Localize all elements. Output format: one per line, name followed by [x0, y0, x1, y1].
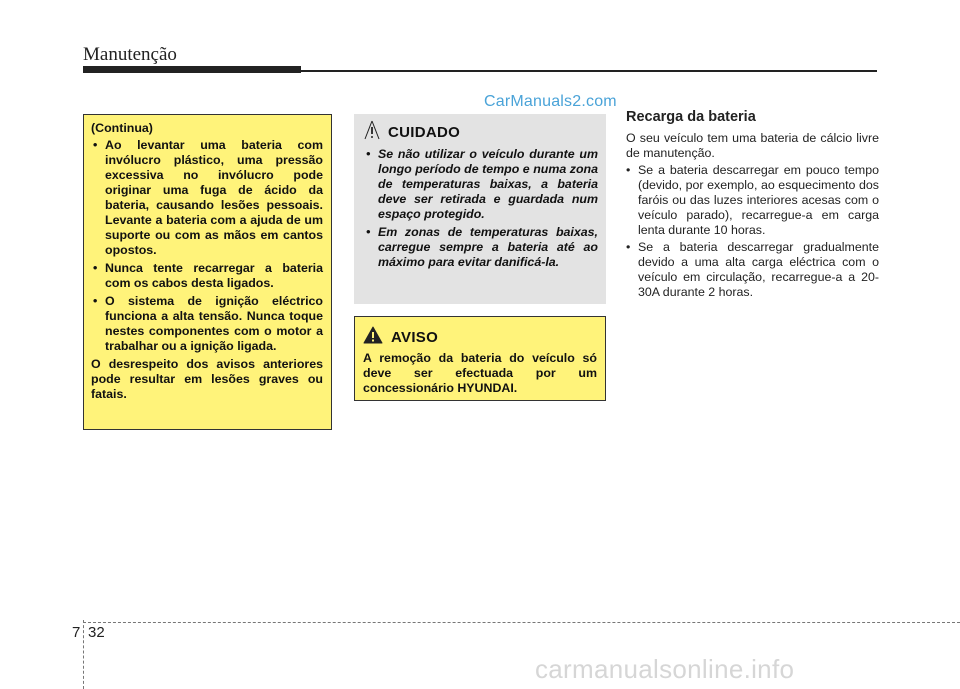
list-item: • Em zonas de temperaturas baixas, carregue sempre a bateria até ao máximo para evitar danificá-la. — [364, 225, 598, 270]
warning-title: AVISO — [391, 328, 439, 346]
list-item: • Nunca tente recarregar a bateria com os cabos desta ligados. — [91, 261, 323, 291]
page-section-title: Manutenção — [83, 44, 177, 65]
caution-list — [364, 147, 598, 270]
warning-list — [91, 138, 323, 354]
list-item: • Se não utilizar o veículo durante um longo período de tempo e numa zona de temperaturas baixas, a bateria deve ser retirada e guardada num espaço protegido. — [364, 147, 598, 222]
section-intro: O seu veículo tem uma bateria de cálcio livre de manutenção. — [626, 131, 879, 160]
warning-conclusion: O desrespeito dos avisos anteriores pode resultar em lesões graves ou fatais. — [91, 357, 323, 401]
watermark-link-top[interactable]: CarManuals2.com — [484, 93, 617, 110]
caution-triangle-outline-icon — [364, 120, 380, 144]
caution-box — [354, 114, 606, 304]
warning-header — [363, 326, 597, 348]
header-rule-thick — [83, 66, 301, 73]
section-heading: Recarga da bateria — [626, 109, 756, 125]
continued-warning-box — [83, 114, 332, 430]
list-item: • Ao levantar uma bateria com invólucro plástico, uma pressão excessiva no invólucro pode originar uma fuga de ácido da bateria, causando lesões pessoais. Levante a bateria com a ajuda de um suporte ou com as mãos em cantos opostos. — [91, 138, 323, 258]
continued-label: (Continua) — [91, 121, 153, 135]
warning-box — [354, 316, 606, 401]
warning-triangle-filled-icon — [363, 326, 383, 348]
footer-vertical-divider — [83, 620, 84, 689]
battery-charging-section — [626, 110, 879, 302]
caution-title: CUIDADO — [388, 123, 461, 141]
list-item: • Se a bateria descarregar em pouco tempo (devido, por exemplo, ao esquecimento dos faróis ou das luzes interiores acesas com o veículo parado), recarregue-a em carga lenta durante 10 horas. — [626, 163, 879, 238]
page-number: 32 — [88, 624, 105, 641]
watermark-link-bottom[interactable]: carmanualsonline.info — [535, 654, 795, 684]
header-rule-thin — [301, 70, 877, 72]
charging-list — [626, 163, 879, 300]
warning-text: A remoção da bateria do veículo só deve ser efectuada por um concessionário HYUNDAI. — [363, 351, 597, 395]
caution-header — [364, 120, 598, 144]
list-item: • O sistema de ignição eléctrico funciona a alta tensão. Nunca toque nestes componentes com o motor a trabalhar ou a ignição ligada. — [91, 294, 323, 354]
chapter-number: 7 — [72, 624, 81, 641]
footer-divider — [83, 622, 960, 623]
list-item: • Se a bateria descarregar gradualmente devido a uma alta carga eléctrica com o veículo em circulação, recarregue-a a 20-30A durante 2 horas. — [626, 240, 879, 300]
